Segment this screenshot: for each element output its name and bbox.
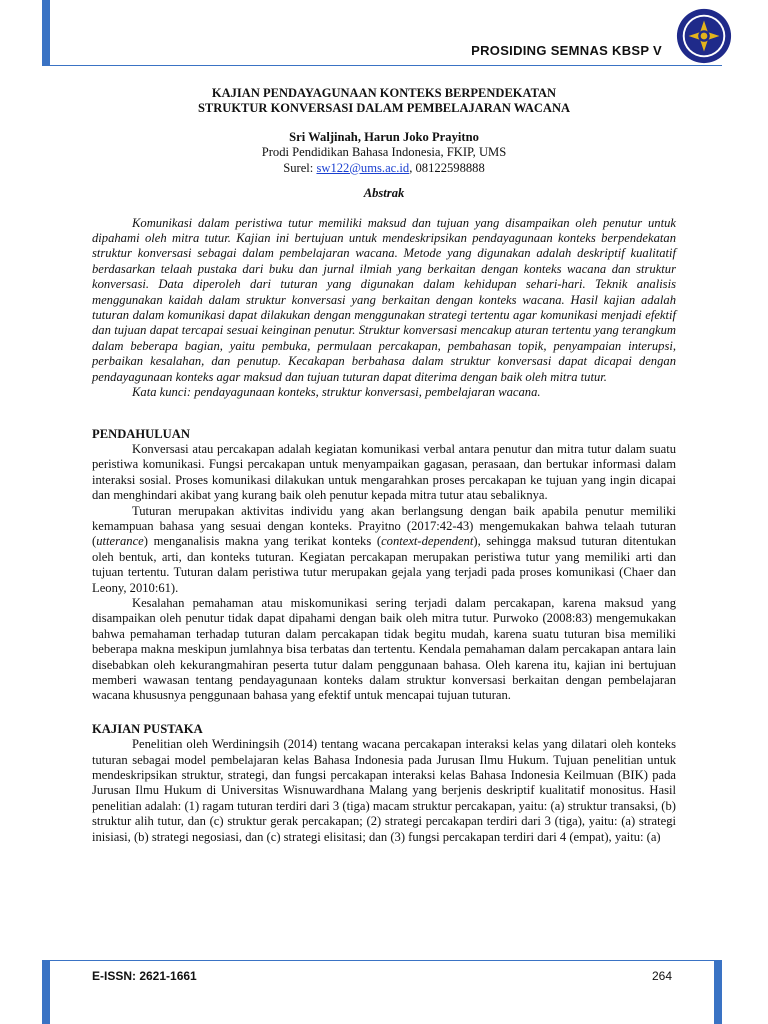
university-logo-icon <box>675 7 733 65</box>
header-rule <box>42 65 722 66</box>
header-semnas: SEMNAS KBSP V <box>550 43 662 58</box>
header-prosiding: PROSIDING <box>471 43 547 58</box>
page-number: 264 <box>651 969 672 983</box>
paper-affiliation: Prodi Pendidikan Bahasa Indonesia, FKIP, UMS <box>261 145 507 160</box>
section-heading-kajian-pustaka: KAJIAN PUSTAKA <box>92 721 203 736</box>
email-prefix: Surel: <box>283 160 317 175</box>
intro-paragraph-3: Kesalahan pemahaman atau miskomunikasi sering terjadi dalam percakapan, karena maksud yang disampaikan oleh penutur tidak dapat dipahami dengan baik oleh mitra tutur. Purwoko (2008:83) mengemukakan bahwa pemahaman terhadap tuturan dalam percakapan tidak begitu mudah, karena suatu tuturan bisa memiliki beberapa makna meskipun jumlahnya bisa terbatas dan tertentu. Kendala pemahaman dalam percakapan antara lain disebabkan oleh kekurangmahiran peserta tutur dalam penggunaan bahasa. Oleh karena itu, kajian ini bertujuan memberi wawasan tentang pendayagunaan konteks dalam struktur konversasi berkaitan dengan pembelajaran wacana khususnya penggunaan bahasa yang efektif untuk mencapai tujuan tuturan. <box>92 595 676 703</box>
intro-p2-part-a: Tuturan merupakan aktivitas individu yang akan berlangsung dengan baik apabila penutur memiliki kemampuan bahasa yang sesuai dengan konteks. Prayitno (2017:42-43) mengemukakan bahwa telaah tuturan ( <box>92 503 676 549</box>
abstract-heading: Abstrak <box>363 186 405 201</box>
phone-number: , 08122598888 <box>409 160 485 175</box>
abstract-text: Komunikasi dalam peristiwa tutur memiliki maksud dan tujuan yang disampaikan oleh penutur untuk dipahami oleh mitra tutur. Kajian ini bertujuan untuk mendeskripsikan pendayagunaan konteks berpendekatan struktur konversasi sebagai dalam pembelajaran wacana. Metode yang digunakan adalah deskriptif kualitatif berdasarkan telaah pustaka dari buku dan jurnal ilmiah yang berkaitan dengan konteks wacana dan struktur konversasi. Data diperoleh dari tuturan yang digunakan dalam kehidupan sehari-hari. Teknik analisis menggunakan kaidah dalam struktur konversasi yang berkaitan dengan konteks wacana. Hasil kajian adalah tuturan dalam komunikasi dapat dilakukan dengan menggunakan strategi tertentu agar komunikasi menjadi efektif dan tujuan dapat tercapai sesuai keinginan penutur. Struktur konversasi mencakup aturan tertentu yang terangkum dalam beberapa bagian, yaitu pembuka, permulaan percakapan, pembahasan topik, penyampaian interupsi, perbaikan kesalahan, dan penutup. Kecakapan berbahasa dalam struktur konversasi dapat dicapai dengan pendayagunaan konteks agar maksud dan tujuan tuturan dapat diterima dengan baik oleh mitra tutur. <box>92 215 676 384</box>
paper-authors: Sri Waljinah, Harun Joko Prayitno <box>289 130 479 144</box>
footer-rule <box>42 960 722 961</box>
contact-line <box>92 161 676 176</box>
abstract-block <box>92 216 676 401</box>
keywords: Kata kunci: pendayagunaan konteks, struktur konversasi, pembelajaran wacana. <box>132 385 541 400</box>
journal-header <box>471 43 662 58</box>
intro-paragraph-1: Konversasi atau percakapan adalah kegiatan komunikasi verbal antara penutur dan mitra tutur dalam suatu peristiwa komunikasi. Fungsi percakapan untuk menyampaikan gagasan, perasaan, dan bertukar informasi dalam interaksi sosial. Proses komunikasi dilakukan untuk mengarahkan proses percakapan ke tujuan yang ingin dicapai dan menghindari akibat yang kurang baik oleh penutur kepada mitra tutur atau sebaliknya. <box>92 441 676 503</box>
literature-paragraph-1: Penelitian oleh Werdiningsih (2014) tentang wacana percakapan interaksi kelas yang dilatari oleh konteks tuturan sebagai model pembelajaran kelas Bahasa Indonesia pada Jurusan Ilmu Hukum. Tujuan penelitian untuk mendeskripsikan struktur, strategi, dan fungsi percakapan interaksi kelas Bahasa Indonesia Keilmuan (BIK) pada Jurusan Ilmu Hukum di Universitas Wisnuwardhana Malang yang berjenis deskriptif kualitatif monositus. Hasil penelitian adalah: (1) ragam tuturan terdiri dari 3 (tiga) macam struktur percakapan, yaitu: (a) struktur transaksi, (b) struktur alih tutur, dan (c) struktur gerak percakapan; (2) strategi percakapan terdiri dari 3 (tiga), yaitu: (a) strategi inisiasi, (b) strategi negosiasi, dan (c) strategi elisitasi; dan (3) fungsi percakapan terdiri dari 4 (empat), yaitu: (a) <box>92 737 676 844</box>
intro-p2-part-b: ) menganalisis makna yang terikat konteks ( <box>143 534 382 549</box>
term-context-dependent: context-dependent <box>381 534 474 549</box>
section-heading-pendahuluan: PENDAHULUAN <box>92 426 190 441</box>
paper-content <box>92 86 676 845</box>
paper-title-line-2: STRUKTUR KONVERSASI DALAM PEMBELAJARAN WACANA <box>197 101 571 115</box>
intro-p2-part-c: ), sehingga maksud tuturan ditentukan oleh bentuk, arti, dan konteks tuturan. Kegiatan percakapan merupakan peristiwa tutur yang memiliki arti dan tujuan tertentu. Tuturan dalam peristiwa tutur merupakan gejala yang terjadi pada proses komunikasi (Chaer dan Leony, 2010:61). <box>92 534 676 595</box>
intro-paragraph-2 <box>92 504 676 596</box>
bottom-left-accent-bar <box>42 960 50 1024</box>
term-utterance: utterance <box>96 534 144 549</box>
footer-issn: E-ISSN: 2621-1661 <box>92 969 197 983</box>
paper-title-line-1: KAJIAN PENDAYAGUNAAN KONTEKS BERPENDEKATAN <box>211 86 557 100</box>
top-accent-bar <box>42 0 50 65</box>
email-link[interactable]: sw122@ums.ac.id <box>316 160 410 175</box>
bottom-right-accent-bar <box>714 960 722 1024</box>
